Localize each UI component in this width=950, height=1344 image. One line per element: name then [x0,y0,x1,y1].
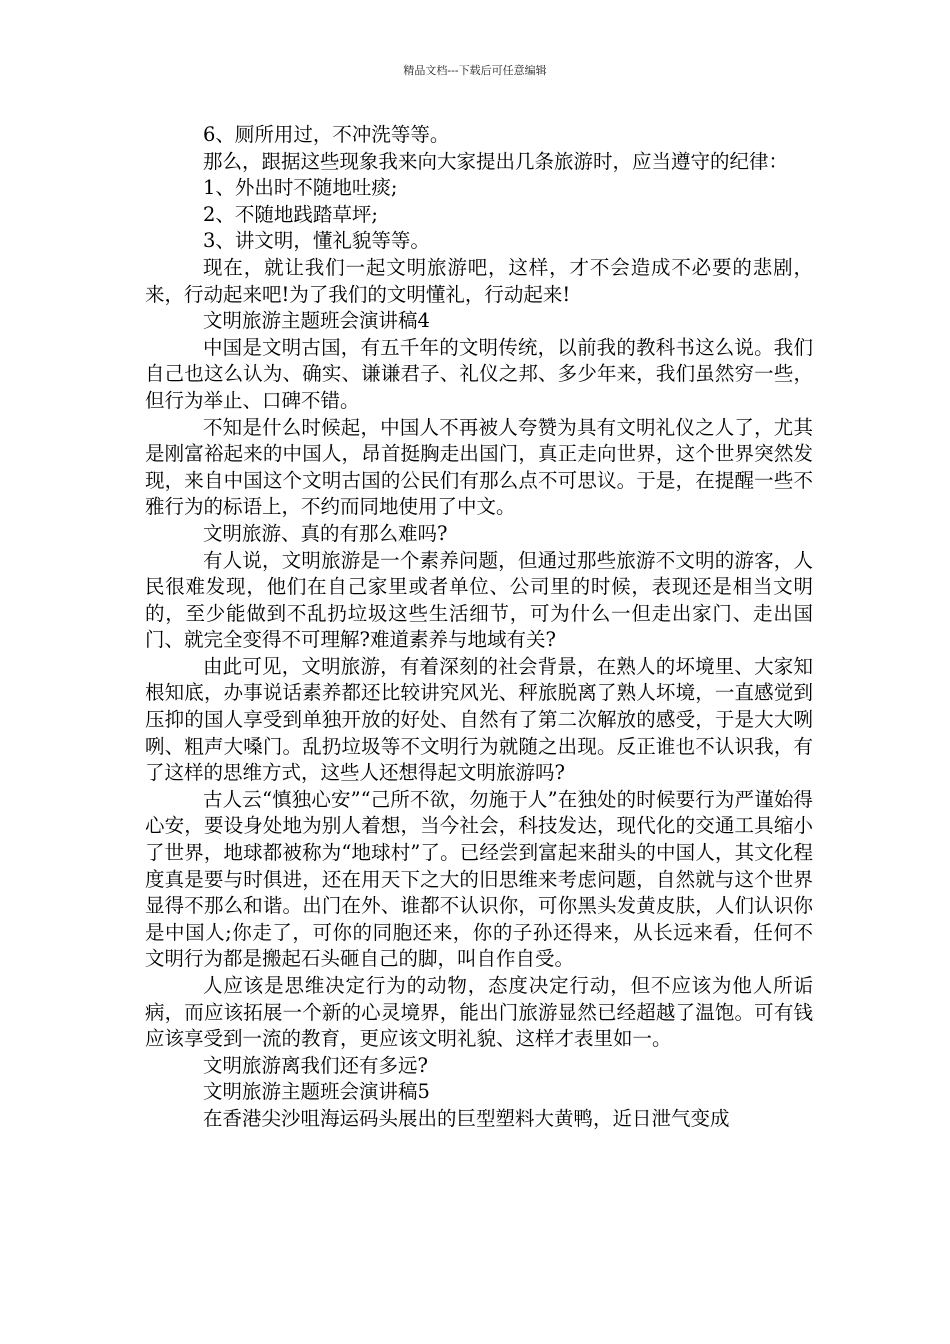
paragraph: 6、厕所用过，不冲洗等等。 [203,123,450,146]
list-item: 2、不随地践踏草坪; [203,202,378,226]
paragraph: 人应该是思维决定行为的动物，态度决定行动，但不应该为他人所诟病，而应该拓展一个新的心灵境界，能出门旅游显然已经超越了温饱。可有钱应该享受到一流的教育，更应该文明礼貌、这样才表里如一。 [145,974,813,1051]
paragraph: 文明旅游、真的有那么难吗? [203,521,448,545]
paragraph: 那么，跟据这些现象我来向大家提出几条旅游时，应当遵守的纪律： [203,149,789,173]
paragraph: 文明旅游离我们还有多远? [203,1053,428,1077]
paragraph: 由此可见，文明旅游，有着深刻的社会背景，在熟人的坏境里、大家知根知底，办事说话素养都还比较讲究风光、秤旅脱离了熟人坏境，一直感觉到压抑的国人享受到单独开放的好处、自然有了第二次解放的感受，于是大大咧咧、粗声大嗓门。乱扔垃圾等不文明行为就随之出现。反正谁也不认识我，有了这样的思维方式，这些人还想得起文明旅游吗? [145,654,813,785]
section-title: 文明旅游主题班会演讲稿5 [203,1080,430,1104]
list-item: 1、外出时不随地吐痰; [203,176,398,200]
paragraph: 古人云“慎独心安”“己所不欲，勿施于人”在独处的时候要行为严谨始得心安，要设身处地为别人着想，当今社会，科技发达，现代化的交通工具缩小了世界，地球都被称为“地球村”了。已经尝到富起来甜头的中国人，其文化程度真是要与时俱进，还在用天下之大的旧思维来考虑问题，自然就与这个世界显得不那么和谐。出门在外、谁都不认识你，可你黑头发黄皮肤，人们认识你是中国人;你走了，可你的同胞还来，你的子孙还得来，从长远来看，任何不文明行为都是搬起石头砸自己的脚，叫自作自受。 [145,787,813,971]
paragraph: 中国是文明古国，有五千年的文明传统，以前我的教科书这么说。我们自己也这么认为、确实、谦谦君子、礼仪之邦、多少年来，我们虽然穷一些，但行为举止、口碑不错。 [145,335,813,412]
section-title: 文明旅游主题班会演讲稿4 [203,309,430,333]
paragraph: 在香港尖沙咀海运码头展出的巨型塑料大黄鸭，近日泄气变成 [203,1106,730,1130]
list-item: 3、讲文明，懂礼貌等等。 [203,229,430,253]
paragraph: 现在，就让我们一起文明旅游吧，这样，才不会造成不必要的悲剧，来，行动起来吧!为了我们的文明懂礼，行动起来! [145,255,813,306]
document-body [145,122,813,1133]
paragraph: 不知是什么时候起，中国人不再被人夸赞为具有文明礼仪之人了，尤其是刚富裕起来的中国人，昂首挺胸走出国门，真正走向世界，这个世界突然发现，来自中国这个文明古国的公民们有那么点不可思议。于是，在提醒一些不雅行为的标语上，不约而同地使用了中文。 [145,415,813,519]
page-header: 精品文档---下载后可任意编辑 [403,64,547,77]
paragraph: 有人说，文明旅游是一个素养问题，但通过那些旅游不文明的游客，人民很难发现，他们在自己家里或者单位、公司里的时候，表现还是相当文明的，至少能做到不乱扔垃圾这些生活细节，可为什么一但走出家门、走出国门、就完全变得不可理解?难道素养与地域有关? [145,548,813,652]
